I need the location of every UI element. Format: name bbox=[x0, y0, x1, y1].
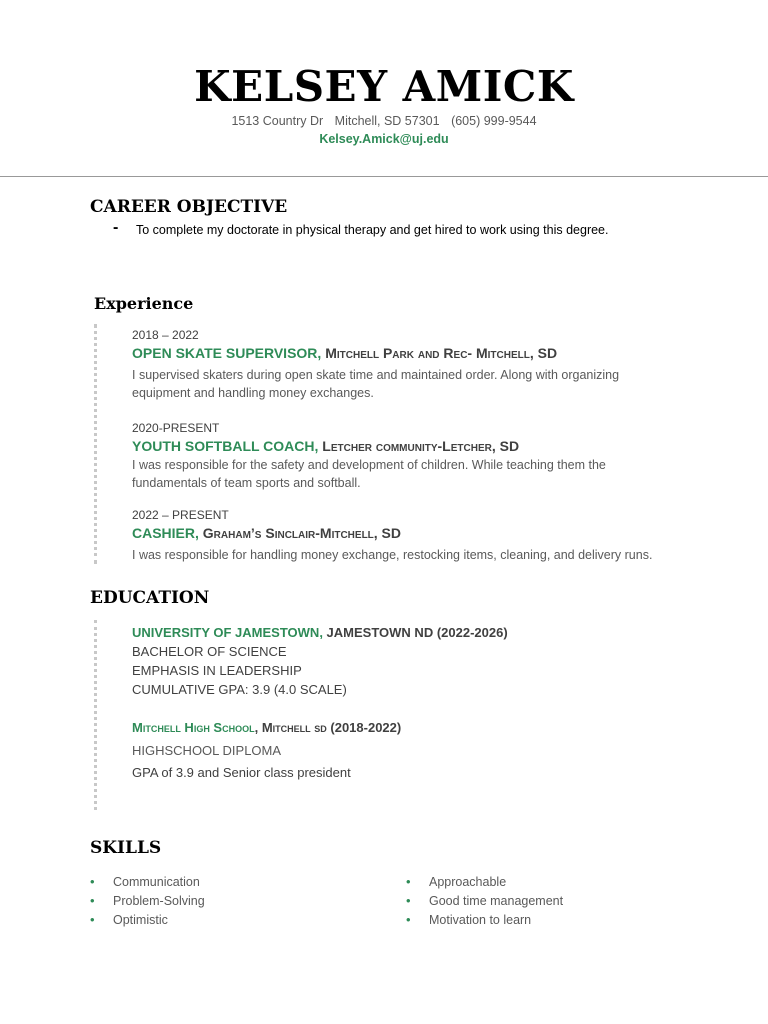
resume-name: KELSEY AMICK bbox=[194, 62, 574, 111]
job-title bbox=[132, 438, 519, 454]
bullet-icon: • bbox=[90, 893, 95, 908]
job-title bbox=[132, 345, 557, 361]
education-detail: HIGHSCHOOL DIPLOMA bbox=[132, 743, 282, 758]
job-dates: 2022 – PRESENT bbox=[132, 508, 229, 522]
job-role: CASHIER, bbox=[132, 525, 199, 541]
school-title: Mitchell High School bbox=[132, 720, 255, 735]
bullet-icon: • bbox=[90, 874, 95, 889]
objective-title: CAREER OBJECTIVE bbox=[90, 197, 288, 217]
bullet-icon: • bbox=[406, 874, 411, 889]
contact-line bbox=[0, 114, 768, 128]
job-description: I was responsible for the safety and development of children. While teaching them the fundamentals of team sports and softball. bbox=[132, 458, 606, 490]
school-name bbox=[132, 720, 401, 735]
job-role: OPEN SKATE SUPERVISOR, bbox=[132, 345, 322, 361]
skill-item: Problem-Solving bbox=[113, 894, 205, 908]
experience-title: Experience bbox=[94, 294, 194, 313]
objective-dash: - bbox=[113, 219, 119, 236]
address: 1513 Country Dr bbox=[231, 114, 324, 128]
school-location: , Mitchell sd (2018-2022) bbox=[254, 720, 402, 735]
skill-item: Communication bbox=[113, 875, 200, 889]
education-side-bar bbox=[94, 620, 97, 810]
job-description: I supervised skaters during open skate time and maintained order. Along with organizing equipment and handling money exchanges. bbox=[132, 368, 620, 400]
job-org: Letcher community-Letcher, SD bbox=[318, 438, 520, 454]
school-title: UNIVERSITY OF JAMESTOWN, bbox=[132, 625, 323, 640]
education-detail: EMPHASIS IN LEADERSHIP bbox=[132, 663, 302, 678]
job-dates: 2018 – 2022 bbox=[132, 328, 199, 342]
bullet-icon: • bbox=[90, 912, 95, 927]
bullet-icon: • bbox=[406, 912, 411, 927]
education-detail: GPA of 3.9 and Senior class president bbox=[132, 765, 351, 780]
school-location: JAMESTOWN ND (2022-2026) bbox=[322, 625, 508, 640]
education-detail: BACHELOR OF SCIENCE bbox=[132, 644, 287, 659]
school-name bbox=[132, 625, 508, 640]
job-role: YOUTH SOFTBALL COACH, bbox=[132, 438, 319, 454]
phone: (605) 999-9544 bbox=[451, 114, 537, 128]
objective-text: To complete my doctorate in physical therapy and get hired to work using this degree. bbox=[136, 223, 609, 237]
skill-item: Good time management bbox=[429, 894, 564, 908]
job-title bbox=[132, 525, 401, 541]
header-divider bbox=[0, 176, 768, 177]
email-link[interactable]: Kelsey.Amick@uj.edu bbox=[319, 132, 449, 146]
skill-item: Approachable bbox=[429, 875, 507, 889]
job-description: I was responsible for handling money exchange, restocking items, cleaning, and delivery runs. bbox=[132, 548, 653, 562]
skill-item: Motivation to learn bbox=[429, 913, 532, 927]
job-org: Mitchell Park and Rec- Mitchell, SD bbox=[321, 345, 558, 361]
city: Mitchell, SD 57301 bbox=[334, 114, 440, 128]
bullet-icon: • bbox=[406, 893, 411, 908]
education-title: EDUCATION bbox=[90, 588, 210, 608]
skill-item: Optimistic bbox=[113, 913, 168, 927]
job-org: Graham’s Sinclair-Mitchell, SD bbox=[198, 525, 402, 541]
skills-title: SKILLS bbox=[90, 838, 162, 858]
experience-side-bar bbox=[94, 324, 97, 564]
job-dates: 2020-PRESENT bbox=[132, 421, 220, 435]
education-detail: CUMULATIVE GPA: 3.9 (4.0 SCALE) bbox=[132, 682, 347, 697]
